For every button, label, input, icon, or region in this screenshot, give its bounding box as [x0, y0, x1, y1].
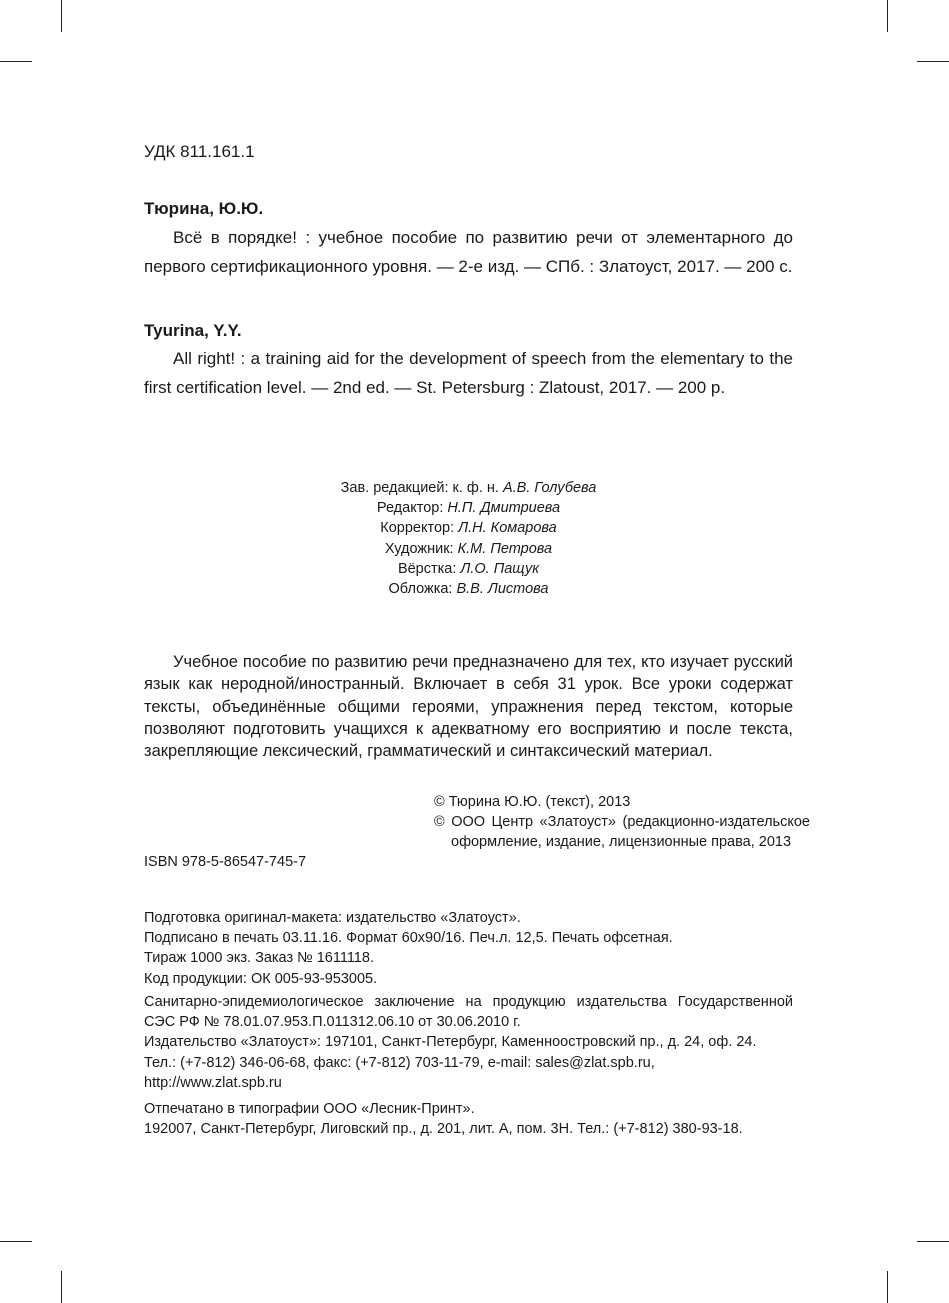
imprint-publisher: [144, 992, 793, 1093]
editorial-credits: [144, 478, 793, 599]
imprint-line: Подписано в печать 03.11.16. Формат 60х90/16. Печ.л. 12,5. Печать офсетная.: [144, 930, 673, 947]
imprint-printer: [144, 1099, 793, 1139]
imprint-line: Издательство «Златоуст»: 197101, Санкт-Петербург, Каменноостровский пр., д. 24, оф. 24.: [144, 1034, 757, 1051]
copyright-publisher: © ООО Центр «Златоуст» (редакционно-издательское оформление, издание, лицензионные права, 2013: [434, 814, 810, 851]
bibliographic-entry-en: All right! : a training aid for the development of speech from the elementary to the first certification level. — 2nd ed. — St. Petersburg : Zlatoust, 2017. — 200 p.: [144, 349, 793, 397]
author-en: Tyurina, Y.Y.: [144, 321, 242, 340]
crop-mark: [887, 0, 888, 32]
crop-mark: [0, 1241, 32, 1242]
credit-line: Вёрстка: Л.О. Пащук: [397, 560, 540, 577]
crop-mark: [61, 1271, 62, 1303]
abstract: Учебное пособие по развитию речи предназначено для тех, кто изучает русский язык как неродной/иностранный. Включает в себя 31 урок. Все уроки содержат тексты, объединённые общими героями, упражнения перед текстом, которые позволяют подготовить учащихся к адекватному его восприятию и после текста, закрепляющие лексический, грамматический и синтаксический материал.: [144, 653, 793, 761]
imprint-line: Санитарно-эпидемиологическое заключение на продукцию издательства Государственной СЭС РФ № 78.01.07.953.П.011312.06.10 от 30.06.2010 г.: [144, 994, 793, 1031]
crop-mark: [917, 61, 949, 62]
crop-mark: [61, 0, 62, 32]
credit-line: Зав. редакцией: к. ф. н. А.В. Голубева: [340, 480, 597, 496]
imprint-line: Тираж 1000 экз. Заказ № 1611118.: [144, 950, 374, 967]
credit-line: Редактор: Н.П. Дмитриева: [376, 500, 561, 517]
imprint-line: 192007, Санкт-Петербург, Лиговский пр., д. 201, лит. А, пом. 3Н. Тел.: (+7-812) 380-93-18.: [144, 1121, 743, 1138]
imprint-line: Код продукции: ОК 005-93-953005.: [144, 970, 378, 987]
imprint-line: http://www.zlat.spb.ru: [144, 1074, 282, 1091]
bibliographic-entry-ru: Всё в порядке! : учебное пособие по развитию речи от элементарного до первого сертификационного уровня. — 2-е изд. — СПб. : Златоуст, 2017. — 200 с.: [144, 228, 793, 276]
udk-code: УДК 811.161.1: [144, 142, 255, 161]
crop-mark: [917, 1241, 949, 1242]
crop-mark: [0, 61, 32, 62]
credit-line: Обложка: В.В. Листова: [388, 581, 549, 598]
credit-line: Корректор: Л.Н. Комарова: [380, 520, 557, 537]
credit-line: Художник: К.М. Петрова: [384, 540, 553, 557]
imprint-line: Тел.: (+7-812) 346-06-68, факс: (+7-812) 703-11-79, e-mail: sales@zlat.spb.ru,: [144, 1054, 655, 1071]
author-ru: Тюрина, Ю.Ю.: [144, 199, 264, 218]
crop-mark: [887, 1271, 888, 1303]
isbn: ISBN 978-5-86547-745-7: [144, 854, 307, 870]
imprint-line: Подготовка оригинал-макета: издательство «Златоуст».: [144, 910, 521, 926]
imprint-production: [144, 908, 793, 989]
imprint-line: Отпечатано в типографии ООО «Лесник-Принт».: [144, 1101, 475, 1117]
copyright-text: © Тюрина Ю.Ю. (текст), 2013: [434, 794, 631, 810]
